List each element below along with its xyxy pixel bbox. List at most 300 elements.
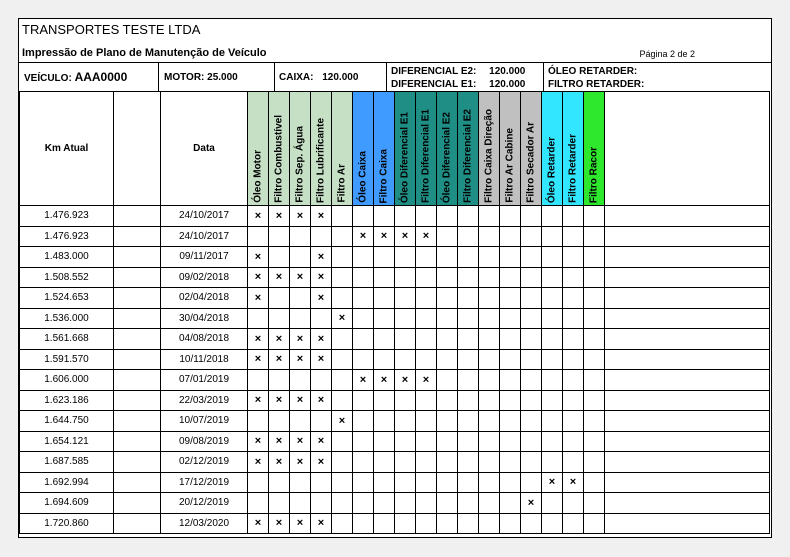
mark-cell <box>479 288 500 309</box>
column-header-0 <box>248 92 269 206</box>
mark-cell <box>374 329 395 350</box>
column-header-label: Filtro Ar Cabine <box>504 128 516 203</box>
mark-cell <box>584 329 605 350</box>
column-header-2 <box>290 92 311 206</box>
caixa-field <box>279 72 358 83</box>
mark-cell <box>353 390 374 411</box>
mark-cell <box>479 370 500 391</box>
mark-cell <box>563 390 584 411</box>
mark-cell <box>311 493 332 514</box>
column-header-label: Óleo Retarder <box>546 136 558 203</box>
mark-cell: × <box>269 431 290 452</box>
mark-cell <box>521 267 542 288</box>
mark-cell: × <box>269 513 290 534</box>
mark-cell <box>311 370 332 391</box>
mark-cell <box>500 472 521 493</box>
mark-cell <box>332 452 353 473</box>
mark-cell: × <box>290 329 311 350</box>
mark-cell <box>500 329 521 350</box>
mark-cell: × <box>269 390 290 411</box>
dif-e1-value: 120.000 <box>489 79 526 90</box>
mark-cell: × <box>290 349 311 370</box>
table-row <box>20 493 770 514</box>
mark-cell <box>416 493 437 514</box>
mark-cell <box>395 472 416 493</box>
mark-cell <box>416 329 437 350</box>
column-header-6 <box>374 92 395 206</box>
mark-cell <box>332 513 353 534</box>
mark-cell <box>353 513 374 534</box>
column-header-10 <box>458 92 479 206</box>
mark-cell <box>521 411 542 432</box>
mark-cell <box>416 390 437 411</box>
report-subtitle: Impressão de Plano de Manutenção de Veículo <box>22 47 267 59</box>
mark-cell: × <box>542 472 563 493</box>
mark-cell <box>248 308 269 329</box>
mark-cell <box>542 267 563 288</box>
mark-cell <box>332 329 353 350</box>
table-row <box>20 329 770 350</box>
mark-cell <box>542 452 563 473</box>
filler-cell <box>605 390 770 411</box>
mark-cell <box>563 513 584 534</box>
mark-cell <box>416 308 437 329</box>
mark-cell: × <box>269 329 290 350</box>
date-cell: 24/10/2017 <box>161 206 248 227</box>
caixa-label: CAIXA: <box>279 72 314 83</box>
mark-cell <box>290 370 311 391</box>
mark-cell <box>395 513 416 534</box>
blank-cell <box>114 329 161 350</box>
column-header-label: Filtro Diferencial E2 <box>462 109 474 203</box>
mark-cell <box>500 431 521 452</box>
table-row <box>20 390 770 411</box>
filler-cell <box>605 247 770 268</box>
mark-cell <box>437 390 458 411</box>
date-cell: 20/12/2019 <box>161 493 248 514</box>
blank-cell <box>114 390 161 411</box>
mark-cell <box>395 411 416 432</box>
date-header: Data <box>161 92 248 206</box>
vehicle-value: AAA0000 <box>74 70 128 84</box>
mark-cell <box>500 247 521 268</box>
column-header-label: Filtro Diferencial E1 <box>420 109 432 203</box>
mark-cell <box>269 472 290 493</box>
mark-cell <box>500 390 521 411</box>
column-header-13 <box>521 92 542 206</box>
mark-cell: × <box>416 370 437 391</box>
date-cell: 09/08/2019 <box>161 431 248 452</box>
mark-cell: × <box>248 513 269 534</box>
mark-cell <box>521 308 542 329</box>
table-row <box>20 411 770 432</box>
mark-cell: × <box>311 513 332 534</box>
mark-cell <box>458 329 479 350</box>
mark-cell <box>374 493 395 514</box>
mark-cell <box>563 267 584 288</box>
filler-cell <box>605 267 770 288</box>
divider-top <box>19 62 771 63</box>
date-cell: 02/12/2019 <box>161 452 248 473</box>
blank-cell <box>114 206 161 227</box>
mark-cell <box>479 226 500 247</box>
mark-cell <box>563 288 584 309</box>
mark-cell <box>542 390 563 411</box>
mark-cell <box>269 493 290 514</box>
mark-cell <box>248 370 269 391</box>
mark-cell <box>269 308 290 329</box>
mark-cell <box>395 390 416 411</box>
mark-cell <box>311 472 332 493</box>
filler-cell <box>605 308 770 329</box>
filler-cell <box>605 411 770 432</box>
mark-cell <box>353 411 374 432</box>
filler-cell <box>605 493 770 514</box>
report-page <box>18 18 772 538</box>
mark-cell <box>437 267 458 288</box>
blank-cell <box>114 370 161 391</box>
mark-cell <box>332 267 353 288</box>
mark-cell <box>416 288 437 309</box>
km-cell: 1.644.750 <box>20 411 114 432</box>
filler-cell <box>605 206 770 227</box>
mark-cell <box>437 349 458 370</box>
mark-cell <box>437 329 458 350</box>
motor-field <box>164 72 238 83</box>
table-row <box>20 370 770 391</box>
dif-e2-value: 120.000 <box>489 66 526 77</box>
mark-cell <box>269 226 290 247</box>
mark-cell <box>353 288 374 309</box>
mark-cell: × <box>353 226 374 247</box>
column-header-label: Filtro Caixa Direção <box>483 109 495 203</box>
dif-e2-label: DIFERENCIAL E2: <box>391 66 477 77</box>
column-header-11 <box>479 92 500 206</box>
km-cell: 1.720.860 <box>20 513 114 534</box>
mark-cell <box>542 411 563 432</box>
mark-cell <box>563 452 584 473</box>
date-cell: 09/11/2017 <box>161 247 248 268</box>
mark-cell <box>521 226 542 247</box>
mark-cell <box>416 472 437 493</box>
km-header: Km Atual <box>20 92 114 206</box>
mark-cell <box>374 288 395 309</box>
column-header-label: Filtro Lubrificante <box>315 118 327 203</box>
mark-cell <box>458 411 479 432</box>
mark-cell <box>563 226 584 247</box>
mark-cell: × <box>290 390 311 411</box>
mark-cell <box>584 370 605 391</box>
table-body <box>20 206 770 534</box>
mark-cell: × <box>521 493 542 514</box>
caixa-value: 120.000 <box>322 72 359 83</box>
mark-cell <box>521 431 542 452</box>
mark-cell <box>563 349 584 370</box>
mark-cell <box>479 267 500 288</box>
mark-cell <box>353 431 374 452</box>
mark-cell <box>458 226 479 247</box>
dif-e2-field <box>391 66 525 77</box>
mark-cell <box>437 431 458 452</box>
blank-cell <box>114 349 161 370</box>
km-cell: 1.561.668 <box>20 329 114 350</box>
date-cell: 09/02/2018 <box>161 267 248 288</box>
mark-cell <box>479 349 500 370</box>
mark-cell <box>374 267 395 288</box>
blank-cell <box>114 288 161 309</box>
blank-cell <box>114 247 161 268</box>
mark-cell <box>584 288 605 309</box>
km-cell: 1.606.000 <box>20 370 114 391</box>
mark-cell <box>437 513 458 534</box>
vehicle-field <box>24 70 127 84</box>
mark-cell: × <box>269 206 290 227</box>
column-header-label: Óleo Diferencial E1 <box>399 111 411 203</box>
dif-e1-label: DIFERENCIAL E1: <box>391 79 477 90</box>
motor-value: 25.000 <box>207 72 238 83</box>
mark-cell: × <box>290 513 311 534</box>
mark-cell <box>479 431 500 452</box>
column-header-label: Filtro Racor <box>588 146 600 203</box>
mark-cell <box>332 370 353 391</box>
mark-cell <box>500 370 521 391</box>
mark-cell <box>437 247 458 268</box>
mark-cell <box>500 308 521 329</box>
filler-cell <box>605 329 770 350</box>
blank-cell <box>114 472 161 493</box>
mark-cell <box>542 329 563 350</box>
km-cell: 1.692.994 <box>20 472 114 493</box>
mark-cell <box>437 370 458 391</box>
blank-cell <box>114 431 161 452</box>
mark-cell <box>395 431 416 452</box>
mark-cell <box>353 493 374 514</box>
mark-cell <box>416 431 437 452</box>
mark-cell <box>521 206 542 227</box>
mark-cell: × <box>248 452 269 473</box>
date-cell: 04/08/2018 <box>161 329 248 350</box>
column-header-3 <box>311 92 332 206</box>
mark-cell <box>458 390 479 411</box>
table-row <box>20 349 770 370</box>
mark-cell <box>353 308 374 329</box>
mark-cell <box>437 288 458 309</box>
column-header-label: Óleo Diferencial E2 <box>441 111 453 203</box>
mark-cell: × <box>416 226 437 247</box>
mark-cell <box>437 226 458 247</box>
mark-cell: × <box>248 206 269 227</box>
mark-cell: × <box>248 431 269 452</box>
mark-cell <box>458 370 479 391</box>
date-cell: 22/03/2019 <box>161 390 248 411</box>
mark-cell <box>332 288 353 309</box>
mark-cell <box>500 411 521 432</box>
mark-cell <box>374 431 395 452</box>
km-cell: 1.483.000 <box>20 247 114 268</box>
table-row <box>20 288 770 309</box>
km-cell: 1.654.121 <box>20 431 114 452</box>
mark-cell <box>374 390 395 411</box>
mark-cell <box>542 226 563 247</box>
mark-cell <box>269 411 290 432</box>
divider-v3 <box>386 62 387 91</box>
mark-cell: × <box>563 472 584 493</box>
column-header-8 <box>416 92 437 206</box>
mark-cell <box>500 349 521 370</box>
mark-cell <box>563 370 584 391</box>
column-header-label: Filtro Caixa <box>378 148 390 203</box>
table-row <box>20 226 770 247</box>
mark-cell <box>542 513 563 534</box>
mark-cell: × <box>290 267 311 288</box>
mark-cell <box>584 267 605 288</box>
mark-cell <box>269 247 290 268</box>
mark-cell <box>542 493 563 514</box>
mark-cell <box>374 308 395 329</box>
mark-cell <box>584 452 605 473</box>
mark-cell <box>458 493 479 514</box>
mark-cell <box>458 206 479 227</box>
divider-v4 <box>543 62 544 91</box>
mark-cell <box>416 349 437 370</box>
column-header-12 <box>500 92 521 206</box>
mark-cell <box>416 267 437 288</box>
page-number: Página 2 de 2 <box>639 49 695 59</box>
filtro-retarder-label: FILTRO RETARDER: <box>548 79 645 90</box>
mark-cell <box>437 411 458 432</box>
mark-cell: × <box>269 267 290 288</box>
mark-cell <box>374 513 395 534</box>
mark-cell <box>395 308 416 329</box>
mark-cell <box>395 329 416 350</box>
mark-cell <box>416 411 437 432</box>
mark-cell <box>458 513 479 534</box>
mark-cell <box>542 308 563 329</box>
date-cell: 24/10/2017 <box>161 226 248 247</box>
table-row <box>20 513 770 534</box>
mark-cell <box>458 349 479 370</box>
filler-cell <box>605 226 770 247</box>
vehicle-label: VEÍCULO: <box>24 73 72 84</box>
mark-cell: × <box>311 267 332 288</box>
mark-cell <box>353 329 374 350</box>
mark-cell <box>521 247 542 268</box>
filler-cell <box>605 370 770 391</box>
mark-cell: × <box>269 452 290 473</box>
mark-cell: × <box>353 370 374 391</box>
mark-cell <box>563 411 584 432</box>
km-cell: 1.536.000 <box>20 308 114 329</box>
mark-cell <box>500 226 521 247</box>
mark-cell <box>479 452 500 473</box>
mark-cell <box>248 493 269 514</box>
column-header-15 <box>563 92 584 206</box>
column-header-14 <box>542 92 563 206</box>
filler-cell <box>605 288 770 309</box>
mark-cell <box>458 452 479 473</box>
mark-cell <box>437 472 458 493</box>
filler-cell <box>605 452 770 473</box>
mark-cell <box>290 308 311 329</box>
mark-cell <box>416 247 437 268</box>
mark-cell <box>374 206 395 227</box>
column-header-label: Filtro Sep. Água <box>294 126 306 203</box>
blank-cell <box>114 308 161 329</box>
column-header-16 <box>584 92 605 206</box>
mark-cell <box>584 411 605 432</box>
mark-cell <box>479 206 500 227</box>
mark-cell <box>584 349 605 370</box>
mark-cell <box>458 267 479 288</box>
divider-v2 <box>274 62 275 91</box>
mark-cell <box>332 247 353 268</box>
date-cell: 10/11/2018 <box>161 349 248 370</box>
date-cell: 07/01/2019 <box>161 370 248 391</box>
mark-cell <box>395 349 416 370</box>
table-header-row <box>20 92 770 206</box>
filler-cell <box>605 349 770 370</box>
mark-cell <box>479 329 500 350</box>
km-cell: 1.591.570 <box>20 349 114 370</box>
km-cell: 1.476.923 <box>20 206 114 227</box>
column-header-label: Filtro Ar <box>336 164 348 203</box>
mark-cell <box>542 288 563 309</box>
column-header-label: Filtro Secador Ar <box>525 122 537 203</box>
mark-cell <box>311 411 332 432</box>
km-cell: 1.508.552 <box>20 267 114 288</box>
mark-cell <box>353 247 374 268</box>
mark-cell <box>584 226 605 247</box>
mark-cell <box>563 493 584 514</box>
mark-cell <box>521 452 542 473</box>
mark-cell <box>290 247 311 268</box>
mark-cell <box>584 472 605 493</box>
mark-cell <box>332 349 353 370</box>
mark-cell: × <box>290 452 311 473</box>
blank-cell <box>114 267 161 288</box>
blank-cell <box>114 493 161 514</box>
mark-cell <box>584 493 605 514</box>
mark-cell <box>458 431 479 452</box>
mark-cell <box>353 349 374 370</box>
mark-cell: × <box>311 247 332 268</box>
blank-cell <box>114 226 161 247</box>
mark-cell <box>353 452 374 473</box>
date-cell: 17/12/2019 <box>161 472 248 493</box>
table-row <box>20 247 770 268</box>
mark-cell <box>437 308 458 329</box>
mark-cell <box>458 472 479 493</box>
mark-cell <box>521 329 542 350</box>
mark-cell <box>332 472 353 493</box>
mark-cell <box>290 411 311 432</box>
mark-cell: × <box>248 390 269 411</box>
mark-cell <box>311 308 332 329</box>
mark-cell <box>458 247 479 268</box>
mark-cell <box>416 513 437 534</box>
date-cell: 02/04/2018 <box>161 288 248 309</box>
mark-cell <box>500 206 521 227</box>
mark-cell <box>248 411 269 432</box>
mark-cell <box>479 411 500 432</box>
column-header-7 <box>395 92 416 206</box>
mark-cell: × <box>269 349 290 370</box>
column-header-label: Filtro Retarder <box>567 134 579 203</box>
blank-header <box>114 92 161 206</box>
header-filler <box>605 92 770 206</box>
mark-cell: × <box>311 206 332 227</box>
mark-cell: × <box>248 247 269 268</box>
